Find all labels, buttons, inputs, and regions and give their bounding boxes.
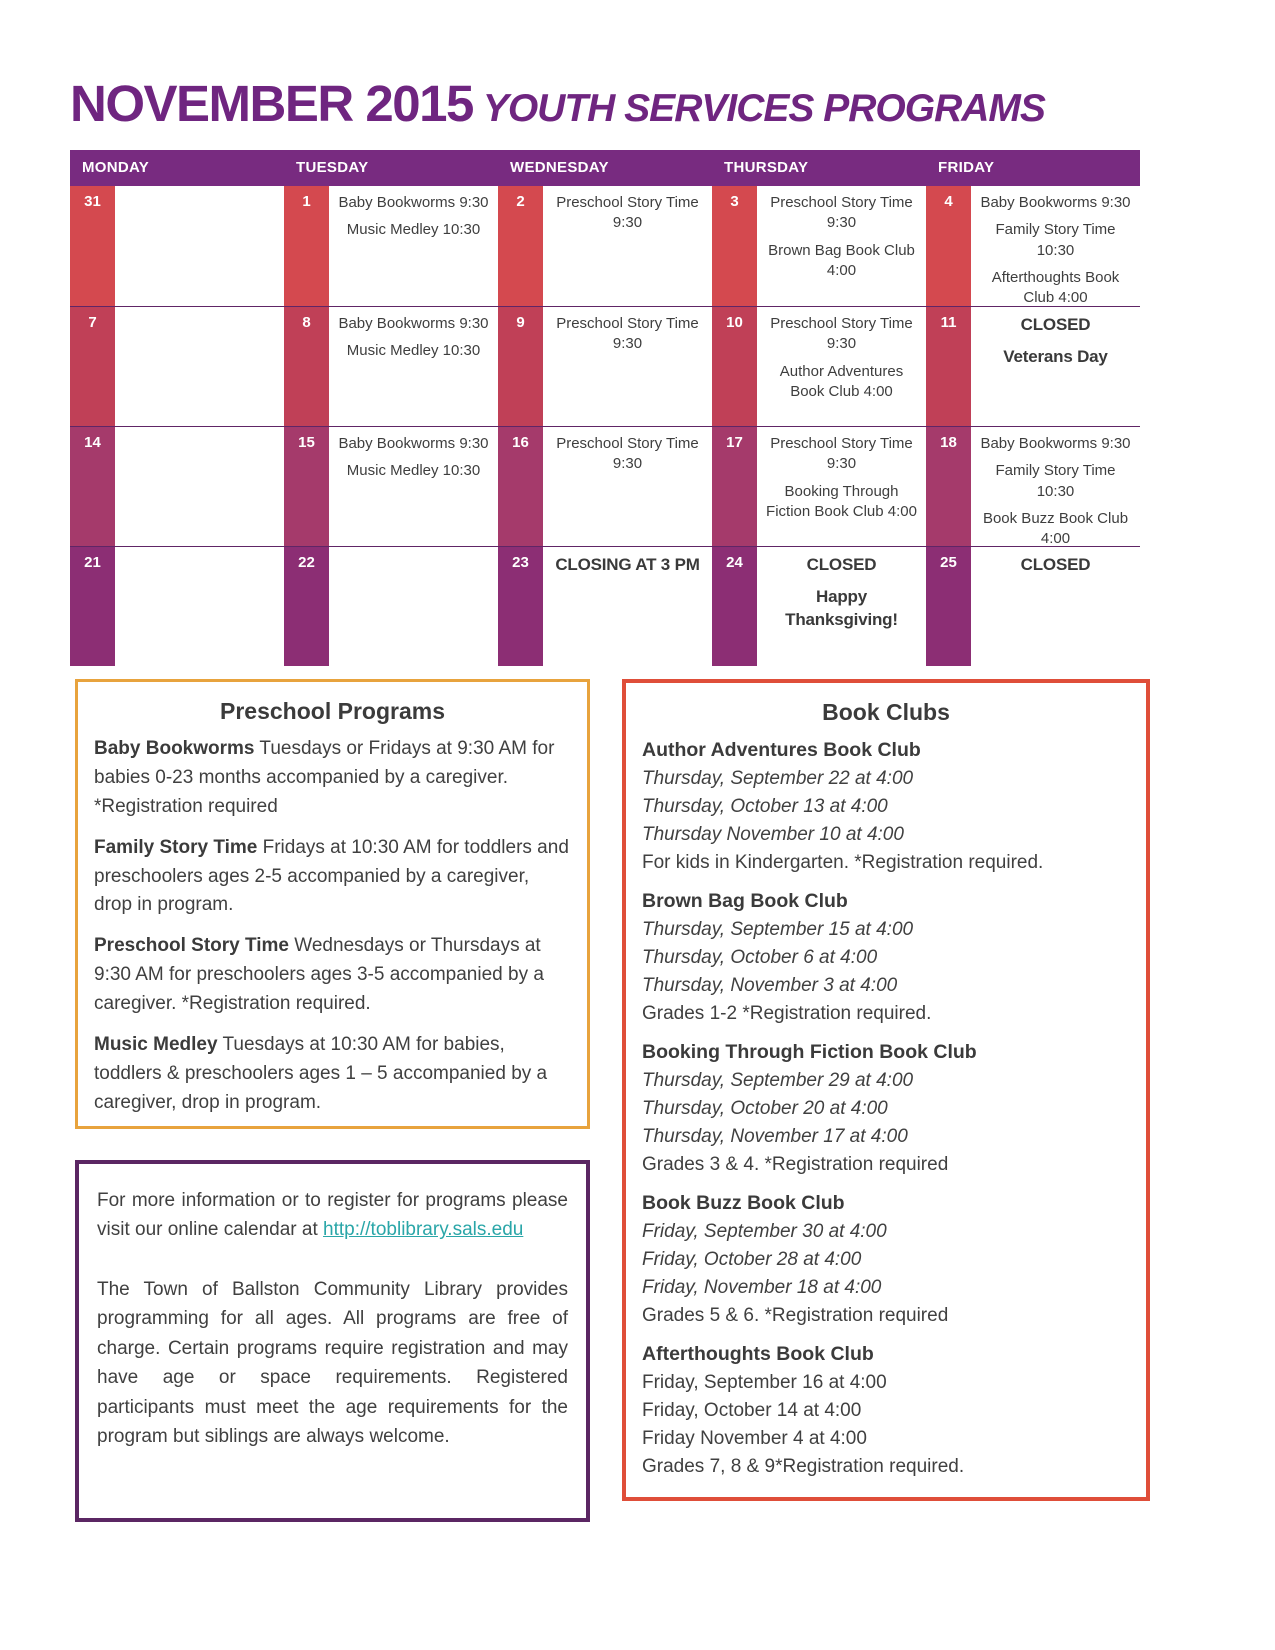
book-club-name: Book Buzz Book Club [642,1191,845,1214]
book-clubs-list [642,736,1130,1481]
event-label: Preschool Story Time 9:30 [556,315,699,353]
calendar-day-3 [712,186,926,306]
calendar-day-23 [498,547,712,666]
calendar-header-row [70,150,1140,186]
event-label: Family Story Time 10:30 [995,221,1116,259]
calendar-day-2 [498,186,712,306]
book-club-date: Thursday, September 22 at 4:00 [642,768,914,790]
date-strip [926,427,971,546]
date-number: 4 [944,193,953,210]
date-strip [498,427,543,546]
event-label: CLOSED [806,555,877,574]
event-label: Happy Thanksgiving! [785,586,898,629]
event-label: Baby Bookworms 9:30 [980,435,1131,452]
event-label: CLOSED [1020,555,1091,574]
calendar-week-1 [70,186,1140,306]
event-label: Music Medley 10:30 [346,221,481,239]
date-number: 25 [940,554,957,571]
date-strip [926,547,971,666]
date-number: 24 [726,554,743,571]
day-events [329,186,498,306]
info-spacer [97,1245,568,1275]
program-name: Music Medley [94,1033,218,1055]
book-clubs-box [622,679,1150,1501]
book-club-section [642,736,1130,877]
title-subtitle: YOUTH SERVICES PROGRAMS [482,87,1045,130]
calendar-day-17 [712,427,926,546]
date-number: 23 [512,554,529,571]
calendar-day-9 [498,307,712,426]
day-events [543,547,712,666]
book-club-date: Thursday November 10 at 4:00 [642,824,904,846]
date-number: 10 [726,314,743,331]
day-events [329,307,498,426]
day-events [971,547,1140,666]
day-events [757,427,926,546]
event-label: Book Buzz Book Club 4:00 [982,509,1129,547]
date-strip [284,186,329,306]
calendar-day-31 [70,186,284,306]
calendar-week-3 [70,426,1140,546]
date-number: 8 [302,314,311,331]
calendar-day-16 [498,427,712,546]
calendar-day-25 [926,547,1140,666]
book-club-date: Friday, October 14 at 4:00 [642,1399,862,1421]
info-paragraph-1-text: For more information or to register for programs please visit our online calendar at [97,1190,568,1241]
day-header-wednesday: WEDNESDAY [510,159,609,176]
date-number: 18 [940,434,957,451]
book-club-date: Thursday, October 6 at 4:00 [642,947,878,969]
book-club-name: Author Adventures Book Club [642,739,921,761]
day-events [115,547,284,666]
event-label: Preschool Story Time 9:30 [770,194,913,232]
event-label: Baby Bookworms 9:30 [338,315,489,332]
date-strip [70,547,115,666]
date-strip [70,186,115,306]
calendar-day-8 [284,307,498,426]
calendar-day-4 [926,186,1140,306]
day-events [543,427,712,546]
book-club-date: Thursday, September 15 at 4:00 [642,919,914,941]
library-calendar-link[interactable]: http://toblibrary.sals.edu [323,1219,524,1241]
date-number: 1 [302,193,311,210]
program-item: Music Medley Tuesdays at 10:30 AM for babies, toddlers & preschoolers ages 1 – 5 accompanied by a caregiver, drop in program. [94,1033,548,1113]
day-header-friday: FRIDAY [938,159,995,176]
book-club-name: Booking Through Fiction Book Club [642,1040,977,1063]
calendar-week-2 [70,306,1140,426]
book-club-note: Grades 7, 8 & 9*Registration required. [642,1455,965,1477]
calendar-day-24 [712,547,926,666]
day-header-tuesday: TUESDAY [296,159,369,176]
day-events [757,547,926,666]
preschool-programs-box [75,679,590,1129]
day-events [329,547,498,666]
calendar-day-10 [712,307,926,426]
date-strip [284,307,329,426]
day-events [329,427,498,546]
date-strip [284,427,329,546]
preschool-programs-list [94,735,571,1118]
calendar [70,150,1140,666]
book-club-date: Thursday, November 3 at 4:00 [642,975,898,997]
event-label: CLOSED [1020,315,1091,334]
book-club-name: Brown Bag Book Club [642,889,848,912]
program-item: Baby Bookworms Tuesdays or Fridays at 9:30 AM for babies 0-23 months accompanied by a caregiver. *Registration required [94,738,555,817]
calendar-day-22 [284,547,498,666]
program-name: Family Story Time [94,836,258,858]
calendar-day-14 [70,427,284,546]
info-box [75,1160,590,1522]
day-header-thursday: THURSDAY [724,159,809,176]
date-number: 11 [940,314,957,331]
book-club-section [642,1340,1130,1481]
calendar-day-18 [926,427,1140,546]
preschool-programs-title: Preschool Programs [220,698,445,724]
date-number: 9 [516,314,525,331]
day-events [971,427,1140,546]
day-events [115,427,284,546]
date-strip [712,186,757,306]
date-number: 3 [730,193,739,210]
event-label: Afterthoughts Book Club 4:00 [991,268,1120,306]
program-item: Preschool Story Time Wednesdays or Thursdays at 9:30 AM for preschoolers ages 3-5 accompanied by a caregiver. *Registration required. [94,935,544,1014]
date-strip [498,547,543,666]
program-name: Preschool Story Time [94,935,289,957]
calendar-day-15 [284,427,498,546]
day-events [757,186,926,306]
book-club-note: Grades 5 & 6. *Registration required [642,1304,949,1326]
book-club-note: Grades 3 & 4. *Registration required [642,1153,949,1175]
calendar-day-21 [70,547,284,666]
date-strip [70,307,115,426]
date-strip [926,307,971,426]
event-label: Preschool Story Time 9:30 [770,315,913,353]
day-events [115,186,284,306]
event-label: Veterans Day [1003,346,1108,366]
event-label: Author Adventures Book Club 4:00 [779,362,904,400]
date-strip [284,547,329,666]
calendar-day-7 [70,307,284,426]
book-club-date: Thursday, November 17 at 4:00 [642,1125,908,1147]
book-club-date: Friday, November 18 at 4:00 [642,1276,882,1298]
info-paragraph-2: The Town of Ballston Community Library provides programming for all ages. All programs are free of charge. Certain programs require registration and may have age or space requirements. Registered participants must meet the age requirements for the program but siblings are always welcome. [97,1278,568,1448]
info-paragraph-1 [97,1186,568,1245]
date-strip [712,307,757,426]
book-club-date: Thursday, September 29 at 4:00 [642,1070,914,1092]
date-number: 7 [88,314,97,331]
book-club-section [642,887,1130,1028]
date-number: 14 [84,434,101,451]
date-strip [498,186,543,306]
calendar-day-1 [284,186,498,306]
book-club-date: Friday November 4 at 4:00 [642,1427,867,1449]
book-club-note: Grades 1-2 *Registration required. [642,1002,932,1024]
book-club-section [642,1038,1130,1179]
date-strip [712,547,757,666]
book-club-date: Thursday, October 20 at 4:00 [642,1098,888,1120]
day-events [971,307,1140,426]
book-clubs-title: Book Clubs [822,699,950,725]
event-label: Preschool Story Time 9:30 [556,194,699,232]
date-number: 17 [726,434,743,451]
book-club-date: Friday, September 30 at 4:00 [642,1221,887,1243]
date-number: 21 [84,554,101,571]
day-events [543,307,712,426]
event-label: Baby Bookworms 9:30 [338,194,489,211]
date-strip [926,186,971,306]
event-label: Preschool Story Time 9:30 [770,435,913,473]
day-events [543,186,712,306]
event-label: Preschool Story Time 9:30 [556,435,699,473]
date-number: 2 [516,193,525,210]
event-label: Booking Through Fiction Book Club 4:00 [766,482,917,520]
date-number: 31 [84,193,101,210]
calendar-week-4 [70,546,1140,666]
event-label: CLOSING AT 3 PM [555,555,700,574]
book-club-date: Friday, September 16 at 4:00 [642,1372,887,1393]
book-club-section [642,1189,1130,1330]
event-label: Family Story Time 10:30 [995,462,1116,500]
calendar-day-11 [926,307,1140,426]
event-label: Baby Bookworms 9:30 [338,435,489,452]
page-title [70,74,1045,133]
book-club-date: Friday, October 28 at 4:00 [642,1248,862,1270]
date-strip [498,307,543,426]
date-strip [712,427,757,546]
date-number: 16 [512,434,529,451]
book-club-date: Thursday, October 13 at 4:00 [642,796,888,818]
date-strip [70,427,115,546]
day-events [757,307,926,426]
date-number: 22 [298,554,315,571]
date-number: 15 [298,434,315,451]
event-label: Baby Bookworms 9:30 [980,194,1131,211]
title-month-year: NOVEMBER 2015 [70,75,473,132]
book-club-note: For kids in Kindergarten. *Registration required. [642,852,1044,874]
day-events [115,307,284,426]
event-label: Music Medley 10:30 [346,342,481,360]
program-item: Family Story Time Fridays at 10:30 AM for toddlers and preschoolers ages 2-5 accompanied by a caregiver, drop in program. [94,836,569,916]
book-club-name: Afterthoughts Book Club [642,1342,874,1365]
day-header-monday: MONDAY [82,159,150,176]
program-name: Baby Bookworms [94,738,255,759]
event-label: Brown Bag Book Club 4:00 [768,241,915,279]
day-events [971,186,1140,306]
event-label: Music Medley 10:30 [346,462,481,480]
calendar-body [70,186,1140,666]
